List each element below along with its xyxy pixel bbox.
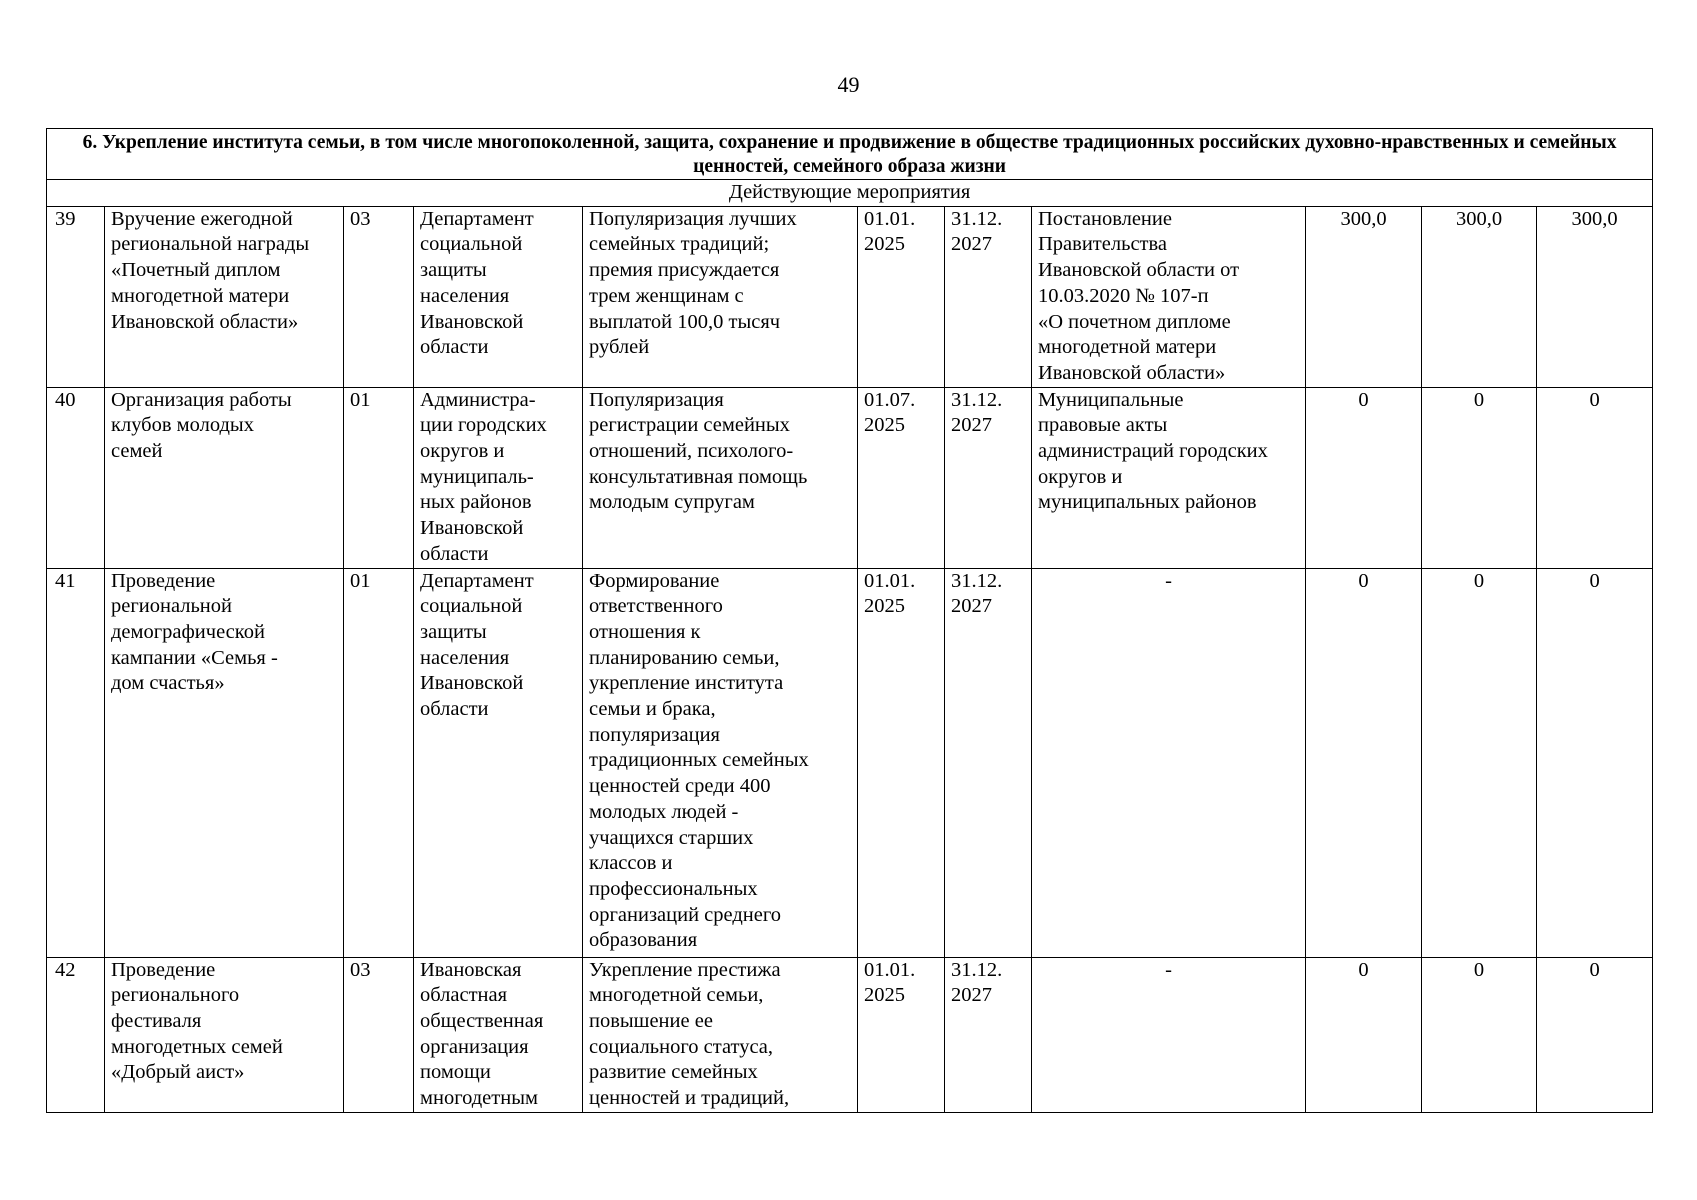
result-cell-line: классов и [589, 852, 673, 875]
row-number: 40 [47, 387, 105, 568]
code-cell: 01 [344, 387, 414, 568]
executor-cell-line: защиты [420, 259, 487, 282]
code-cell: 03 [344, 957, 414, 1112]
measure-name-line: Организация работы [111, 388, 292, 411]
end-date-line: 31.12. [951, 569, 1003, 592]
end-date-line: 2027 [951, 595, 992, 618]
result-cell-line: молодым супругам [589, 491, 755, 514]
end-date [945, 206, 1032, 387]
executor-cell-line: социальной [420, 233, 523, 256]
result-cell-line: образования [589, 929, 698, 952]
measure-name-line: «Добрый аист» [111, 1061, 245, 1084]
result-cell-line: развитие семейных [589, 1061, 758, 1084]
result-cell-line: Популяризация [589, 388, 724, 411]
code-cell: 01 [344, 568, 414, 957]
end-date [945, 387, 1032, 568]
start-date-line: 01.01. [864, 207, 916, 230]
measure-name-line: Вручение ежегодной [111, 207, 293, 230]
value-2026: 0 [1422, 568, 1537, 957]
result-cell-line: ответственного [589, 595, 723, 618]
measure-name-line: Ивановской области» [111, 310, 299, 333]
value-2027: 300,0 [1537, 206, 1653, 387]
start-date [858, 387, 945, 568]
legal-basis-line: «О почетном дипломе [1038, 310, 1231, 333]
legal-basis-line: - [1165, 569, 1172, 592]
value-2025: 300,0 [1306, 206, 1422, 387]
result-cell-line: повышение ее [589, 1009, 713, 1032]
executor-cell-line: многодетным [420, 1087, 538, 1110]
table-row [47, 568, 1653, 957]
executor-cell-line: общественная [420, 1009, 544, 1032]
measure-name-line: Проведение [111, 569, 216, 592]
result-cell-line: укрепление института [589, 672, 784, 695]
legal-basis-line: правовые акты [1038, 414, 1168, 437]
result-cell-line: многодетной семьи, [589, 984, 764, 1007]
measure-name [105, 568, 344, 957]
measure-name-line: дом счастья» [111, 672, 225, 695]
end-date-line: 2027 [951, 233, 992, 256]
value-2027: 0 [1537, 568, 1653, 957]
executor-cell-line: населения [420, 646, 510, 669]
value-2025: 0 [1306, 568, 1422, 957]
legal-basis [1032, 387, 1306, 568]
result-cell-line: Формирование [589, 569, 720, 592]
start-date-line: 2025 [864, 595, 905, 618]
result-cell-line: выплатой 100,0 тысяч [589, 310, 781, 333]
legal-basis-line: Ивановской области от [1038, 259, 1240, 282]
legal-basis-line: многодетной матери [1038, 336, 1217, 359]
executor-cell-line: ных районов [420, 491, 532, 514]
table-row [47, 206, 1653, 387]
measure-name-line: Проведение [111, 958, 216, 981]
measure-name-line: региональной [111, 595, 232, 618]
row-number: 39 [47, 206, 105, 387]
value-2026: 0 [1422, 957, 1537, 1112]
start-date-line: 01.07. [864, 388, 916, 411]
start-date-line: 2025 [864, 414, 905, 437]
row-number: 42 [47, 957, 105, 1112]
end-date-line: 2027 [951, 984, 992, 1007]
measure-name-line: «Почетный диплом [111, 259, 281, 282]
executor-cell-line: Ивановской [420, 310, 524, 333]
start-date-line: 01.01. [864, 569, 916, 592]
legal-basis [1032, 206, 1306, 387]
legal-basis-line: - [1165, 958, 1172, 981]
subsection-title: Действующие мероприятия [47, 180, 1653, 207]
start-date-line: 01.01. [864, 958, 916, 981]
result-cell-line: отношения к [589, 620, 701, 643]
executor-cell-line: населения [420, 284, 510, 307]
result-cell [583, 206, 858, 387]
result-cell-line: семейных традиций; [589, 233, 770, 256]
result-cell-line: премия присуждается [589, 259, 780, 282]
executor-cell-line: Ивановской [420, 672, 524, 695]
value-2027: 0 [1537, 387, 1653, 568]
section-title-row [47, 129, 1653, 180]
result-cell-line: профессиональных [589, 877, 758, 900]
legal-basis-line: Ивановской области» [1038, 361, 1226, 384]
executor-cell-line: Департамент [420, 207, 534, 230]
executor-cell-line: Администра- [420, 388, 536, 411]
result-cell-line: Укрепление престижа [589, 958, 781, 981]
result-cell-line: планированию семьи, [589, 646, 780, 669]
result-cell-line: трем женщинам с [589, 284, 744, 307]
executor-cell-line: Департамент [420, 569, 534, 592]
result-cell-line: организаций среднего [589, 903, 782, 926]
executor-cell-line: организация [420, 1035, 529, 1058]
measure-name-line: многодетных семей [111, 1035, 283, 1058]
end-date-line: 31.12. [951, 958, 1003, 981]
executor-cell-line: Ивановской [420, 517, 524, 540]
executor-cell [414, 387, 583, 568]
measure-name-line: демографической [111, 620, 265, 643]
legal-basis-line: Постановление [1038, 207, 1172, 230]
start-date [858, 568, 945, 957]
measure-name-line: регионального [111, 984, 240, 1007]
result-cell-line: социального статуса, [589, 1035, 774, 1058]
executor-cell [414, 568, 583, 957]
value-2025: 0 [1306, 957, 1422, 1112]
result-cell-line: ценностей и традиций, [589, 1087, 790, 1110]
legal-basis-line: Муниципальные [1038, 388, 1184, 411]
legal-basis-line: 10.03.2020 № 107-п [1038, 284, 1209, 307]
legal-basis-line: Правительства [1038, 233, 1168, 256]
result-cell-line: отношений, психолого- [589, 440, 794, 463]
executor-cell-line: областная [420, 984, 508, 1007]
result-cell-line: молодых людей - [589, 800, 739, 823]
executor-cell [414, 957, 583, 1112]
measure-name-line: кампании «Семья - [111, 646, 278, 669]
measure-name [105, 957, 344, 1112]
executor-cell-line: муниципаль- [420, 465, 534, 488]
end-date [945, 957, 1032, 1112]
start-date-line: 2025 [864, 984, 905, 1007]
executor-cell [414, 206, 583, 387]
executor-cell-line: социальной [420, 595, 523, 618]
row-number: 41 [47, 568, 105, 957]
result-cell-line: ценностей среди 400 [589, 775, 771, 798]
measure-name-line: фестиваля [111, 1009, 202, 1032]
measure-name [105, 206, 344, 387]
result-cell-line: популяризация [589, 723, 720, 746]
start-date-line: 2025 [864, 233, 905, 256]
result-cell-line: рублей [589, 336, 650, 359]
result-cell-line: учащихся старших [589, 826, 754, 849]
result-cell [583, 387, 858, 568]
executor-cell-line: ции городских [420, 414, 547, 437]
end-date-line: 31.12. [951, 207, 1003, 230]
result-cell [583, 568, 858, 957]
result-cell-line: традиционных семейных [589, 749, 809, 772]
end-date-line: 2027 [951, 414, 992, 437]
result-cell-line: регистрации семейных [589, 414, 790, 437]
value-2026: 300,0 [1422, 206, 1537, 387]
start-date [858, 206, 945, 387]
executor-cell-line: области [420, 698, 489, 721]
code-cell: 03 [344, 206, 414, 387]
result-cell [583, 957, 858, 1112]
end-date-line: 31.12. [951, 388, 1003, 411]
table-row [47, 387, 1653, 568]
measure-name-line: клубов молодых [111, 414, 254, 437]
result-cell-line: Популяризация лучших [589, 207, 797, 230]
measure-name-line: многодетной матери [111, 284, 290, 307]
subsection-title-row [47, 180, 1653, 207]
executor-cell-line: округов и [420, 440, 505, 463]
measure-name-line: семей [111, 440, 163, 463]
result-cell-line: консультативная помощь [589, 465, 808, 488]
legal-basis [1032, 957, 1306, 1112]
executor-cell-line: области [420, 336, 489, 359]
value-2027: 0 [1537, 957, 1653, 1112]
executor-cell-line: помощи [420, 1061, 491, 1084]
legal-basis [1032, 568, 1306, 957]
page-number: 49 [837, 72, 860, 97]
executor-cell-line: области [420, 542, 489, 565]
result-cell-line: семьи и брака, [589, 698, 716, 721]
section-title: 6. Укрепление института семьи, в том числе многопоколенной, защита, сохранение и продвижение в обществе традиционных российских духовно-нравственных и семейных ценностей, семейного образа жизни [47, 129, 1653, 180]
measure-name [105, 387, 344, 568]
legal-basis-line: администраций городских [1038, 440, 1268, 463]
executor-cell-line: Ивановская [420, 958, 522, 981]
start-date [858, 957, 945, 1112]
end-date [945, 568, 1032, 957]
executor-cell-line: защиты [420, 620, 487, 643]
table-row [47, 957, 1653, 1112]
legal-basis-line: округов и [1038, 465, 1123, 488]
measures-table [46, 128, 1653, 1113]
measure-name-line: региональной награды [111, 233, 310, 256]
legal-basis-line: муниципальных районов [1038, 491, 1257, 514]
value-2026: 0 [1422, 387, 1537, 568]
value-2025: 0 [1306, 387, 1422, 568]
